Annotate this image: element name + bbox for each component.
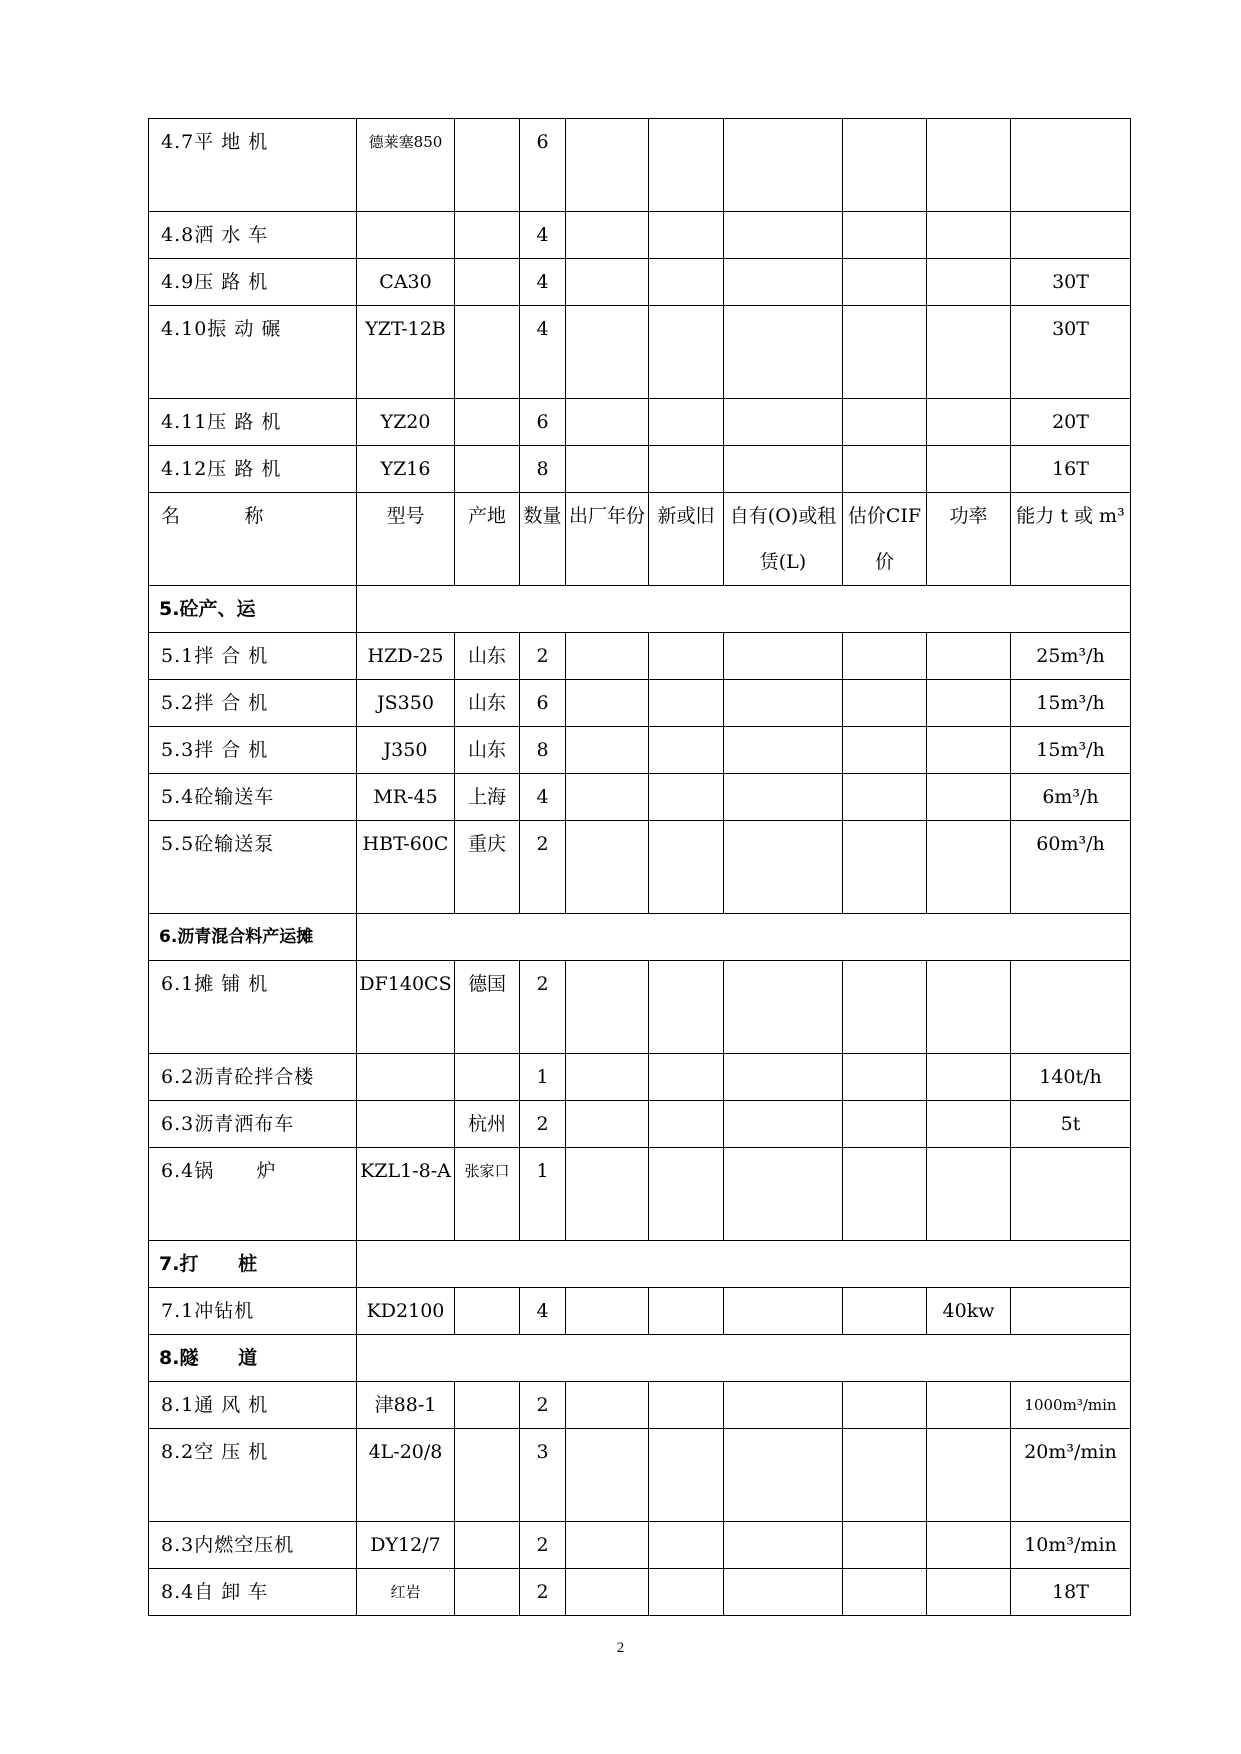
section-title: 5.砼产、运 [149, 586, 357, 633]
equipment-model: CA30 [357, 259, 455, 306]
equipment-capacity [1011, 119, 1131, 212]
equipment-own [724, 212, 843, 259]
equipment-year [566, 119, 649, 212]
equipment-capacity: 6m³/h [1011, 774, 1131, 821]
equipment-own [724, 821, 843, 914]
equipment-price [843, 259, 927, 306]
equipment-own [724, 727, 843, 774]
equipment-power [927, 1054, 1011, 1101]
equipment-power [927, 306, 1011, 399]
equipment-year [566, 446, 649, 493]
header-capacity: 能力 t 或 m³ [1011, 493, 1131, 586]
equipment-origin: 山东 [455, 680, 520, 727]
equipment-model: DF140CS [357, 961, 455, 1054]
section-row [149, 914, 1131, 961]
equipment-own [724, 446, 843, 493]
equipment-row [149, 1382, 1131, 1429]
equipment-name: 4.9压 路 机 [149, 259, 357, 306]
equipment-year [566, 961, 649, 1054]
equipment-origin: 山东 [455, 727, 520, 774]
equipment-capacity: 20T [1011, 399, 1131, 446]
equipment-price [843, 1569, 927, 1616]
equipment-capacity [1011, 961, 1131, 1054]
equipment-price [843, 1382, 927, 1429]
equipment-qty: 6 [520, 399, 566, 446]
equipment-origin: 山东 [455, 633, 520, 680]
equipment-model: YZT-12B [357, 306, 455, 399]
equipment-power [927, 446, 1011, 493]
equipment-origin [455, 1522, 520, 1569]
equipment-row [149, 1148, 1131, 1241]
section-blank [357, 914, 1131, 961]
equipment-model: YZ20 [357, 399, 455, 446]
equipment-row [149, 212, 1131, 259]
equipment-model: 红岩 [357, 1569, 455, 1616]
equipment-name: 6.4锅 炉 [149, 1148, 357, 1241]
equipment-qty: 4 [520, 774, 566, 821]
equipment-newold [649, 1429, 724, 1522]
equipment-own [724, 774, 843, 821]
equipment-year [566, 212, 649, 259]
equipment-name: 8.3内燃空压机 [149, 1522, 357, 1569]
equipment-capacity: 30T [1011, 259, 1131, 306]
equipment-qty: 2 [520, 1101, 566, 1148]
equipment-power [927, 821, 1011, 914]
equipment-newold [649, 1382, 724, 1429]
equipment-power [927, 1569, 1011, 1616]
equipment-qty: 3 [520, 1429, 566, 1522]
equipment-model: 津88-1 [357, 1382, 455, 1429]
equipment-price [843, 774, 927, 821]
equipment-row [149, 446, 1131, 493]
equipment-power [927, 259, 1011, 306]
section-title: 7.打 桩 [149, 1241, 357, 1288]
equipment-row [149, 1288, 1131, 1335]
equipment-qty: 2 [520, 1569, 566, 1616]
equipment-origin [455, 1382, 520, 1429]
equipment-price [843, 633, 927, 680]
equipment-row [149, 633, 1131, 680]
equipment-origin: 德国 [455, 961, 520, 1054]
equipment-qty: 4 [520, 212, 566, 259]
equipment-row [149, 821, 1131, 914]
equipment-price [843, 680, 927, 727]
equipment-own [724, 306, 843, 399]
equipment-table [148, 118, 1131, 1616]
equipment-capacity: 30T [1011, 306, 1131, 399]
equipment-own [724, 633, 843, 680]
equipment-name: 8.2空 压 机 [149, 1429, 357, 1522]
section-title: 6.沥青混合料产运摊 [149, 914, 357, 961]
equipment-origin: 重庆 [455, 821, 520, 914]
equipment-year [566, 727, 649, 774]
page-number: 2 [616, 1640, 625, 1656]
equipment-origin [455, 399, 520, 446]
header-price: 估价CIF价 [843, 493, 927, 586]
equipment-capacity: 15m³/h [1011, 727, 1131, 774]
equipment-newold [649, 821, 724, 914]
equipment-row [149, 259, 1131, 306]
equipment-power [927, 1382, 1011, 1429]
section-blank [357, 586, 1131, 633]
equipment-qty: 6 [520, 119, 566, 212]
header-qty: 数量 [520, 493, 566, 586]
equipment-origin: 杭州 [455, 1101, 520, 1148]
equipment-power [927, 1101, 1011, 1148]
equipment-price [843, 1288, 927, 1335]
equipment-year [566, 774, 649, 821]
equipment-year [566, 306, 649, 399]
equipment-power [927, 212, 1011, 259]
equipment-capacity: 1000m³/min [1011, 1382, 1131, 1429]
equipment-capacity: 15m³/h [1011, 680, 1131, 727]
equipment-price [843, 821, 927, 914]
equipment-origin [455, 446, 520, 493]
equipment-qty: 2 [520, 1522, 566, 1569]
equipment-year [566, 633, 649, 680]
equipment-own [724, 1382, 843, 1429]
equipment-model: 德莱塞850 [357, 119, 455, 212]
equipment-qty: 4 [520, 306, 566, 399]
equipment-year [566, 399, 649, 446]
equipment-price [843, 306, 927, 399]
equipment-row [149, 774, 1131, 821]
equipment-row [149, 680, 1131, 727]
equipment-name: 5.5砼输送泵 [149, 821, 357, 914]
equipment-price [843, 1101, 927, 1148]
section-row [149, 586, 1131, 633]
equipment-name: 4.11压 路 机 [149, 399, 357, 446]
equipment-name: 6.2沥青砼拌合楼 [149, 1054, 357, 1101]
equipment-year [566, 1569, 649, 1616]
equipment-own [724, 399, 843, 446]
equipment-own [724, 680, 843, 727]
equipment-capacity: 5t [1011, 1101, 1131, 1148]
equipment-capacity: 25m³/h [1011, 633, 1131, 680]
equipment-power [927, 727, 1011, 774]
header-newold: 新或旧 [649, 493, 724, 586]
equipment-name: 4.7平 地 机 [149, 119, 357, 212]
equipment-model [357, 1101, 455, 1148]
section-title: 8.隧 道 [149, 1335, 357, 1382]
equipment-row [149, 727, 1131, 774]
equipment-newold [649, 399, 724, 446]
equipment-name: 4.10振 动 碾 [149, 306, 357, 399]
equipment-origin: 上海 [455, 774, 520, 821]
equipment-qty: 2 [520, 633, 566, 680]
equipment-row [149, 961, 1131, 1054]
equipment-capacity [1011, 212, 1131, 259]
equipment-name: 8.4自 卸 车 [149, 1569, 357, 1616]
section-row [149, 1241, 1131, 1288]
equipment-qty: 2 [520, 1382, 566, 1429]
equipment-price [843, 212, 927, 259]
equipment-model: 4L-20/8 [357, 1429, 455, 1522]
equipment-power [927, 1522, 1011, 1569]
equipment-power [927, 961, 1011, 1054]
equipment-price [843, 961, 927, 1054]
equipment-name: 5.4砼输送车 [149, 774, 357, 821]
equipment-origin [455, 1288, 520, 1335]
equipment-capacity [1011, 1148, 1131, 1241]
equipment-newold [649, 259, 724, 306]
header-row [149, 493, 1131, 586]
equipment-newold [649, 1054, 724, 1101]
equipment-price [843, 727, 927, 774]
equipment-name: 6.3沥青洒布车 [149, 1101, 357, 1148]
equipment-newold [649, 119, 724, 212]
equipment-power [927, 633, 1011, 680]
equipment-power: 40kw [927, 1288, 1011, 1335]
equipment-row [149, 1054, 1131, 1101]
equipment-qty: 2 [520, 961, 566, 1054]
equipment-model [357, 212, 455, 259]
equipment-capacity: 20m³/min [1011, 1429, 1131, 1522]
equipment-power [927, 680, 1011, 727]
equipment-row [149, 119, 1131, 212]
equipment-year [566, 1054, 649, 1101]
equipment-capacity: 18T [1011, 1569, 1131, 1616]
equipment-model: DY12/7 [357, 1522, 455, 1569]
equipment-qty: 8 [520, 727, 566, 774]
equipment-model: MR-45 [357, 774, 455, 821]
equipment-origin [455, 1054, 520, 1101]
header-name: 名 称 [149, 493, 357, 586]
equipment-origin [455, 119, 520, 212]
equipment-model: J350 [357, 727, 455, 774]
equipment-price [843, 446, 927, 493]
equipment-price [843, 1054, 927, 1101]
equipment-name: 5.2拌 合 机 [149, 680, 357, 727]
equipment-newold [649, 306, 724, 399]
equipment-year [566, 1101, 649, 1148]
equipment-own [724, 1522, 843, 1569]
section-row [149, 1335, 1131, 1382]
equipment-name: 7.1冲钻机 [149, 1288, 357, 1335]
equipment-year [566, 1429, 649, 1522]
equipment-newold [649, 1569, 724, 1616]
equipment-origin [455, 259, 520, 306]
equipment-capacity: 60m³/h [1011, 821, 1131, 914]
equipment-year [566, 1148, 649, 1241]
equipment-own [724, 1429, 843, 1522]
equipment-year [566, 680, 649, 727]
equipment-year [566, 1382, 649, 1429]
section-blank [357, 1241, 1131, 1288]
section-blank [357, 1335, 1131, 1382]
equipment-origin [455, 212, 520, 259]
equipment-qty: 4 [520, 1288, 566, 1335]
equipment-power [927, 774, 1011, 821]
equipment-newold [649, 1288, 724, 1335]
equipment-name: 5.1拌 合 机 [149, 633, 357, 680]
equipment-origin [455, 306, 520, 399]
equipment-origin: 张家口 [455, 1148, 520, 1241]
header-power: 功率 [927, 493, 1011, 586]
header-year: 出厂年份 [566, 493, 649, 586]
header-origin: 产地 [455, 493, 520, 586]
equipment-newold [649, 680, 724, 727]
header-own: 自有(O)或租赁(L) [724, 493, 843, 586]
equipment-model: KD2100 [357, 1288, 455, 1335]
equipment-own [724, 1288, 843, 1335]
equipment-year [566, 1522, 649, 1569]
equipment-price [843, 399, 927, 446]
equipment-model: KZL1-8-A [357, 1148, 455, 1241]
equipment-newold [649, 1522, 724, 1569]
equipment-qty: 6 [520, 680, 566, 727]
equipment-power [927, 1429, 1011, 1522]
equipment-capacity [1011, 1288, 1131, 1335]
equipment-capacity: 140t/h [1011, 1054, 1131, 1101]
equipment-price [843, 119, 927, 212]
equipment-name: 6.1摊 铺 机 [149, 961, 357, 1054]
header-model: 型号 [357, 493, 455, 586]
equipment-model: HZD-25 [357, 633, 455, 680]
equipment-row [149, 1429, 1131, 1522]
equipment-own [724, 1054, 843, 1101]
equipment-row [149, 1569, 1131, 1616]
equipment-own [724, 1101, 843, 1148]
equipment-qty: 8 [520, 446, 566, 493]
equipment-newold [649, 1148, 724, 1241]
equipment-origin [455, 1429, 520, 1522]
equipment-capacity: 10m³/min [1011, 1522, 1131, 1569]
equipment-model: YZ16 [357, 446, 455, 493]
equipment-capacity: 16T [1011, 446, 1131, 493]
equipment-model [357, 1054, 455, 1101]
equipment-row [149, 399, 1131, 446]
equipment-own [724, 119, 843, 212]
equipment-price [843, 1429, 927, 1522]
equipment-power [927, 119, 1011, 212]
equipment-year [566, 259, 649, 306]
equipment-newold [649, 774, 724, 821]
equipment-newold [649, 961, 724, 1054]
equipment-qty: 1 [520, 1054, 566, 1101]
equipment-newold [649, 446, 724, 493]
equipment-power [927, 399, 1011, 446]
equipment-power [927, 1148, 1011, 1241]
equipment-own [724, 259, 843, 306]
equipment-qty: 4 [520, 259, 566, 306]
equipment-newold [649, 727, 724, 774]
equipment-model: JS350 [357, 680, 455, 727]
equipment-row [149, 1101, 1131, 1148]
equipment-own [724, 1569, 843, 1616]
equipment-own [724, 1148, 843, 1241]
equipment-origin [455, 1569, 520, 1616]
equipment-own [724, 961, 843, 1054]
equipment-name: 8.1通 风 机 [149, 1382, 357, 1429]
equipment-price [843, 1148, 927, 1241]
equipment-year [566, 821, 649, 914]
equipment-newold [649, 212, 724, 259]
equipment-name: 4.8洒 水 车 [149, 212, 357, 259]
equipment-qty: 1 [520, 1148, 566, 1241]
equipment-newold [649, 633, 724, 680]
equipment-name: 4.12压 路 机 [149, 446, 357, 493]
equipment-newold [649, 1101, 724, 1148]
equipment-qty: 2 [520, 821, 566, 914]
equipment-model: HBT-60C [357, 821, 455, 914]
equipment-row [149, 306, 1131, 399]
equipment-year [566, 1288, 649, 1335]
equipment-name: 5.3拌 合 机 [149, 727, 357, 774]
equipment-row [149, 1522, 1131, 1569]
equipment-price [843, 1522, 927, 1569]
